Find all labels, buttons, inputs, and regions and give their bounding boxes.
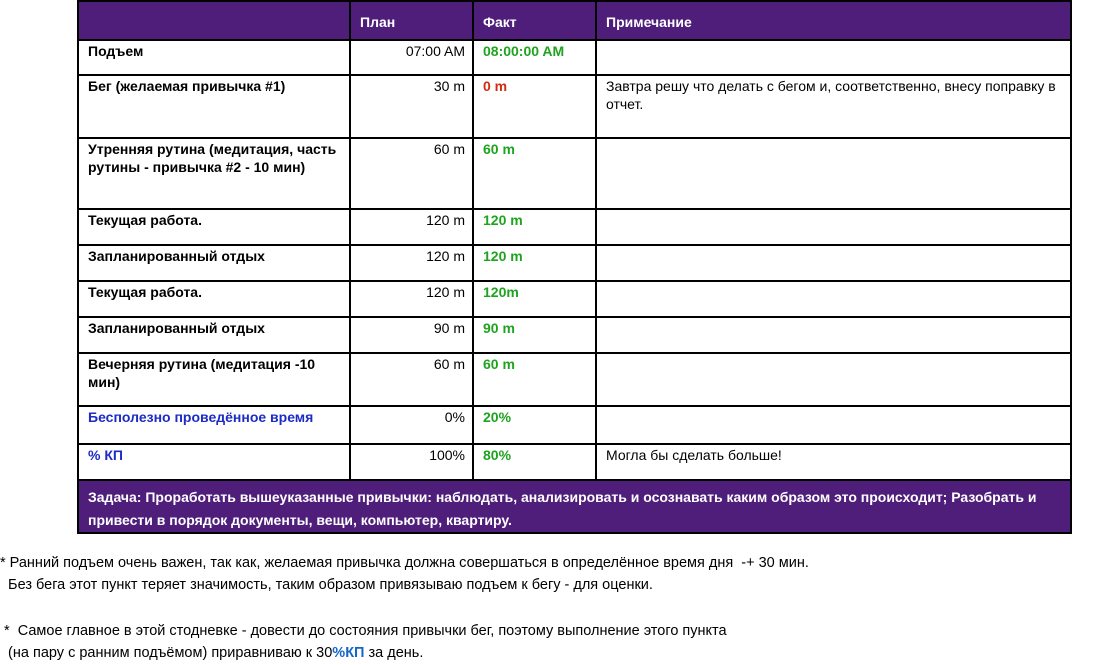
note-cell[interactable] xyxy=(596,245,1071,281)
fact-cell[interactable]: 90 m xyxy=(473,317,596,353)
activity-cell[interactable]: Утренняя рутина (медитация, часть рутины - привычка #2 - 10 мин) xyxy=(78,138,350,209)
table-row xyxy=(78,281,1071,317)
plan-cell[interactable]: 60 m xyxy=(350,353,473,406)
header-note: Примечание xyxy=(596,1,1071,40)
plan-cell[interactable]: 100% xyxy=(350,444,473,480)
fact-cell[interactable]: 120m xyxy=(473,281,596,317)
activity-cell[interactable]: Бег (желаемая привычка #1) xyxy=(78,75,350,138)
plan-cell[interactable]: 90 m xyxy=(350,317,473,353)
habit-report-table xyxy=(77,0,1072,534)
note-cell[interactable] xyxy=(596,40,1071,75)
fact-cell[interactable]: 80% xyxy=(473,444,596,480)
note-cell[interactable] xyxy=(596,406,1071,444)
table-row xyxy=(78,75,1071,138)
fact-cell[interactable]: 60 m xyxy=(473,353,596,406)
plan-cell[interactable]: 120 m xyxy=(350,245,473,281)
activity-cell[interactable]: Текущая работа. xyxy=(78,281,350,317)
table-row xyxy=(78,317,1071,353)
fact-cell[interactable]: 120 m xyxy=(473,209,596,245)
fact-cell[interactable]: 60 m xyxy=(473,138,596,209)
fact-cell[interactable]: 120 m xyxy=(473,245,596,281)
activity-cell[interactable]: Вечерняя рутина (медитация -10 мин) xyxy=(78,353,350,406)
plan-cell[interactable]: 30 m xyxy=(350,75,473,138)
activity-cell[interactable]: % КП xyxy=(78,444,350,480)
note-cell[interactable] xyxy=(596,138,1071,209)
table-row xyxy=(78,138,1071,209)
table-row xyxy=(78,245,1071,281)
plan-cell[interactable]: 60 m xyxy=(350,138,473,209)
footnote-2-line-1: * Самое главное в этой стодневке - довести до состояния привычки бег, поэтому выполнение этого пункта xyxy=(0,623,727,639)
table-row xyxy=(78,40,1071,75)
header-plan: План xyxy=(350,1,473,40)
header-activity xyxy=(78,1,350,40)
table-row xyxy=(78,209,1071,245)
plan-cell[interactable]: 07:00 AM xyxy=(350,40,473,75)
table-row xyxy=(78,353,1071,406)
kp-highlight: %КП xyxy=(332,645,365,661)
note-cell[interactable] xyxy=(596,353,1071,406)
activity-cell[interactable]: Подъем xyxy=(78,40,350,75)
note-cell[interactable]: Завтра решу что делать с бегом и, соответственно, внесу поправку в отчет. xyxy=(596,75,1071,138)
activity-cell[interactable]: Запланированный отдых xyxy=(78,317,350,353)
activity-cell[interactable]: Текущая работа. xyxy=(78,209,350,245)
header-fact: Факт xyxy=(473,1,596,40)
footnote-2-tail: за день. xyxy=(364,645,424,661)
plan-cell[interactable]: 0% xyxy=(350,406,473,444)
activity-cell[interactable]: Запланированный отдых xyxy=(78,245,350,281)
fact-cell[interactable]: 20% xyxy=(473,406,596,444)
plan-cell[interactable]: 120 m xyxy=(350,209,473,245)
table-row xyxy=(78,406,1071,444)
note-cell[interactable] xyxy=(596,317,1071,353)
footnote-2-line-2 xyxy=(0,641,423,665)
table-row xyxy=(78,444,1071,480)
fact-cell[interactable]: 0 m xyxy=(473,75,596,138)
footnote-1-line-1: * Ранний подъем очень важен, так как, желаемая привычка должна совершаться в определённое время дня -+ 30 мин. xyxy=(0,555,809,571)
fact-cell[interactable]: 08:00:00 AM xyxy=(473,40,596,75)
note-cell[interactable] xyxy=(596,209,1071,245)
activity-cell[interactable]: Бесполезно проведённое время xyxy=(78,406,350,444)
footnote-1-line-2: Без бега этот пункт теряет значимость, таким образом привязываю подъем к бегу - для оценки. xyxy=(0,577,653,593)
task-summary[interactable]: Задача: Проработать вышеуказанные привычки: наблюдать, анализировать и осознавать каким образом это происходит; Разобрать и привести в порядок документы, вещи, компьютер, квартиру. xyxy=(78,480,1071,533)
plan-cell[interactable]: 120 m xyxy=(350,281,473,317)
note-cell[interactable]: Могла бы сделать больше! xyxy=(596,444,1071,480)
footnote-2-text: (на пару с ранним подъёмом) приравниваю к 30 xyxy=(0,645,333,661)
footer-row xyxy=(78,480,1071,533)
note-cell[interactable] xyxy=(596,281,1071,317)
header-row xyxy=(78,1,1071,40)
